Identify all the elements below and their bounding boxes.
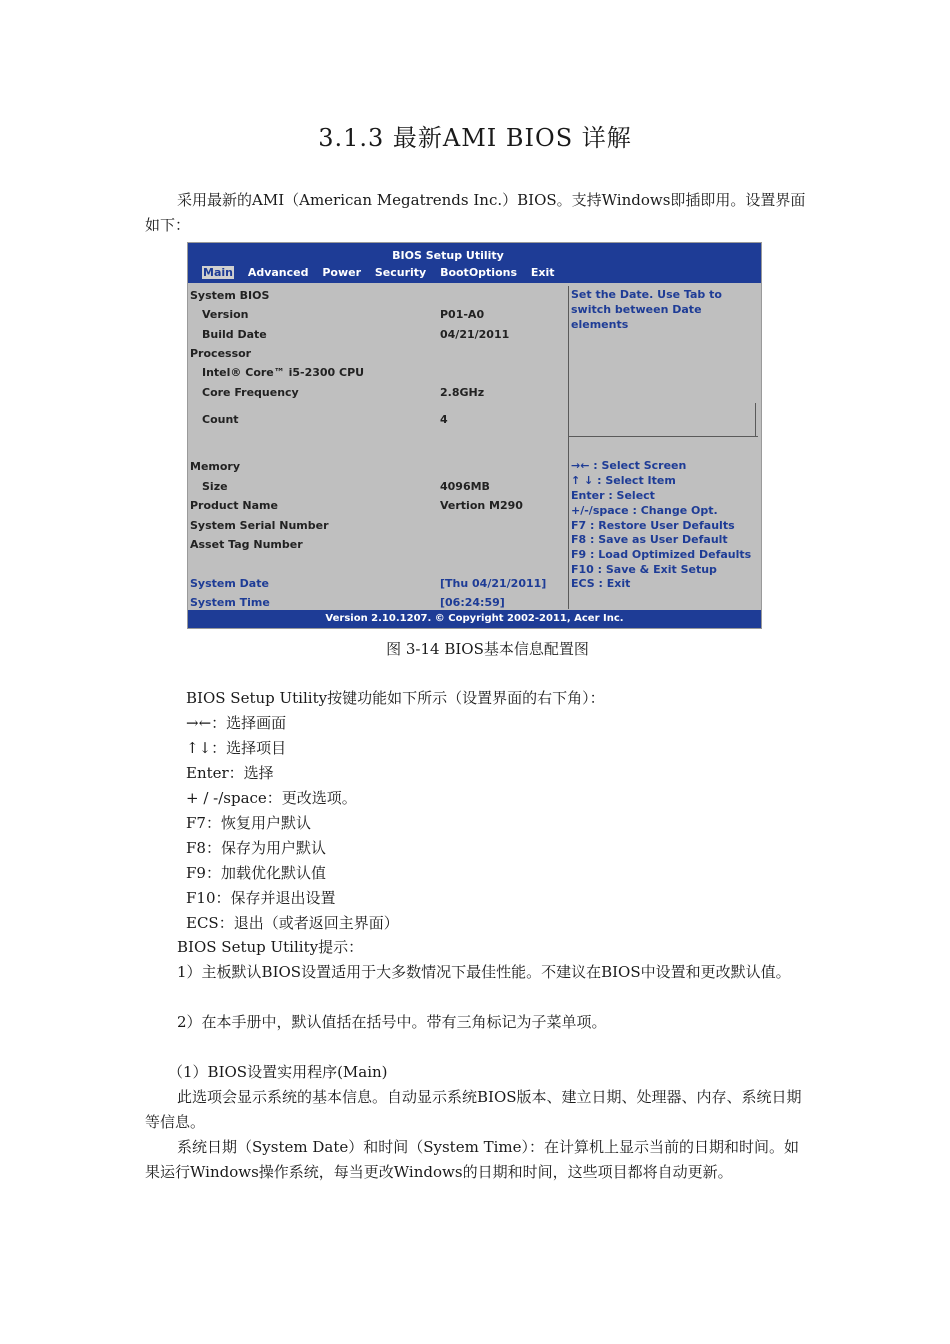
bios-info-panel <box>188 286 567 609</box>
system-time-label[interactable]: System Time <box>190 596 270 609</box>
version-value: P01-A0 <box>440 308 485 321</box>
bios-header-title: BIOS Setup Utility <box>392 249 504 262</box>
memory-label: Memory <box>190 460 241 473</box>
system-time-value[interactable]: [06:24:59] <box>440 596 505 609</box>
bios-tabs <box>202 266 565 279</box>
count-value: 4 <box>440 413 448 426</box>
key-item: Enter：选择 <box>186 764 274 782</box>
key-item: →←：选择画面 <box>186 714 287 732</box>
key-hint: Enter : Select <box>571 489 655 502</box>
product-name-label: Product Name <box>190 499 278 512</box>
key-item: F10：保存并退出设置 <box>186 889 336 907</box>
product-name-value: Vertion M290 <box>440 499 523 512</box>
intro-paragraph: 采用最新的AMI（American Megatrends Inc.）BIOS。支持Windows即插即用。设置界面如下： <box>145 191 806 234</box>
key-item: ECS：退出（或者返回主界面） <box>186 914 399 932</box>
bios-tab-advanced[interactable]: Advanced <box>247 266 309 279</box>
bios-tab-bootoptions[interactable]: BootOptions <box>440 266 518 279</box>
help-line: elements <box>571 318 629 331</box>
key-hint: ECS : Exit <box>571 577 631 590</box>
asset-tag-label: Asset Tag Number <box>190 538 303 551</box>
body-paragraph: 系统日期（System Date）和时间（System Time）：在计算机上显示当前的日期和时间。如果运行Windows操作系统，每当更改Windows的日期和时间，这些项目都将自动更新。 <box>145 1138 799 1181</box>
bios-tab-main[interactable]: Main <box>203 266 233 279</box>
figure-caption: 图 3-14 BIOS基本信息配置图 <box>386 640 589 658</box>
key-item: F9：加载优化默认值 <box>186 864 326 882</box>
bios-tab-exit[interactable]: Exit <box>530 266 555 279</box>
page-title: 3.1.3 最新AMI BIOS 详解 <box>318 124 632 152</box>
help-line: Set the Date. Use Tab to <box>571 288 722 301</box>
bios-tab-security[interactable]: Security <box>374 266 427 279</box>
body-paragraph: 此选项会显示系统的基本信息。自动显示系统BIOS版本、建立日期、处理器、内存、系统日期等信息。 <box>145 1088 802 1131</box>
help-line: switch between Date <box>571 303 702 316</box>
version-label: Version <box>202 308 249 321</box>
size-label: Size <box>202 480 228 493</box>
core-frequency-label: Core Frequency <box>202 386 299 399</box>
key-item: + / -/space：更改选项。 <box>186 789 357 807</box>
tip-paragraph: 2）在本手册中，默认值括在括号中。带有三角标记为子菜单项。 <box>177 1013 607 1031</box>
system-date-label[interactable]: System Date <box>190 577 269 590</box>
key-hint: F7 : Restore User Defaults <box>571 519 735 532</box>
key-hint: F9 : Load Optimized Defaults <box>571 548 752 561</box>
size-value: 4096MB <box>440 480 490 493</box>
bios-help-panel <box>568 286 757 609</box>
key-item: F7：恢复用户默认 <box>186 814 311 832</box>
processor-label: Processor <box>190 347 252 360</box>
build-date-label: Build Date <box>202 328 267 341</box>
key-item: F8：保存为用户默认 <box>186 839 326 857</box>
help-divider-side <box>755 403 756 437</box>
key-item: ↑↓：选择项目 <box>186 739 287 757</box>
bios-footer: Version 2.10.1207. © Copyright 2002-2011, Acer Inc. <box>188 610 761 628</box>
bios-screenshot <box>187 242 762 629</box>
key-hint: →← : Select Screen <box>571 459 687 472</box>
serial-number-label: System Serial Number <box>190 519 329 532</box>
bios-tab-power[interactable]: Power <box>322 266 362 279</box>
key-hint: F8 : Save as User Default <box>571 533 728 546</box>
key-hint: ↑ ↓ : Select Item <box>571 474 676 487</box>
tips-title: BIOS Setup Utility提示： <box>177 938 364 956</box>
key-intro: BIOS Setup Utility按键功能如下所示（设置界面的右下角）： <box>186 689 605 707</box>
count-label: Count <box>202 413 239 426</box>
core-frequency-value: 2.8GHz <box>440 386 485 399</box>
cpu-label: Intel® Core™ i5-2300 CPU <box>202 366 365 379</box>
section-heading: （1）BIOS设置实用程序(Main) <box>168 1063 388 1081</box>
key-hint: +/-/space : Change Opt. <box>571 504 718 517</box>
system-date-value[interactable]: [Thu 04/21/2011] <box>440 577 547 590</box>
build-date-value: 04/21/2011 <box>440 328 510 341</box>
system-bios-label: System BIOS <box>190 289 270 302</box>
bios-header <box>188 243 761 283</box>
help-divider <box>568 436 758 437</box>
tip-paragraph: 1）主板默认BIOS设置适用于大多数情况下最佳性能。不建议在BIOS中设置和更改默认值。 <box>177 963 791 981</box>
key-hint: F10 : Save & Exit Setup <box>571 563 717 576</box>
